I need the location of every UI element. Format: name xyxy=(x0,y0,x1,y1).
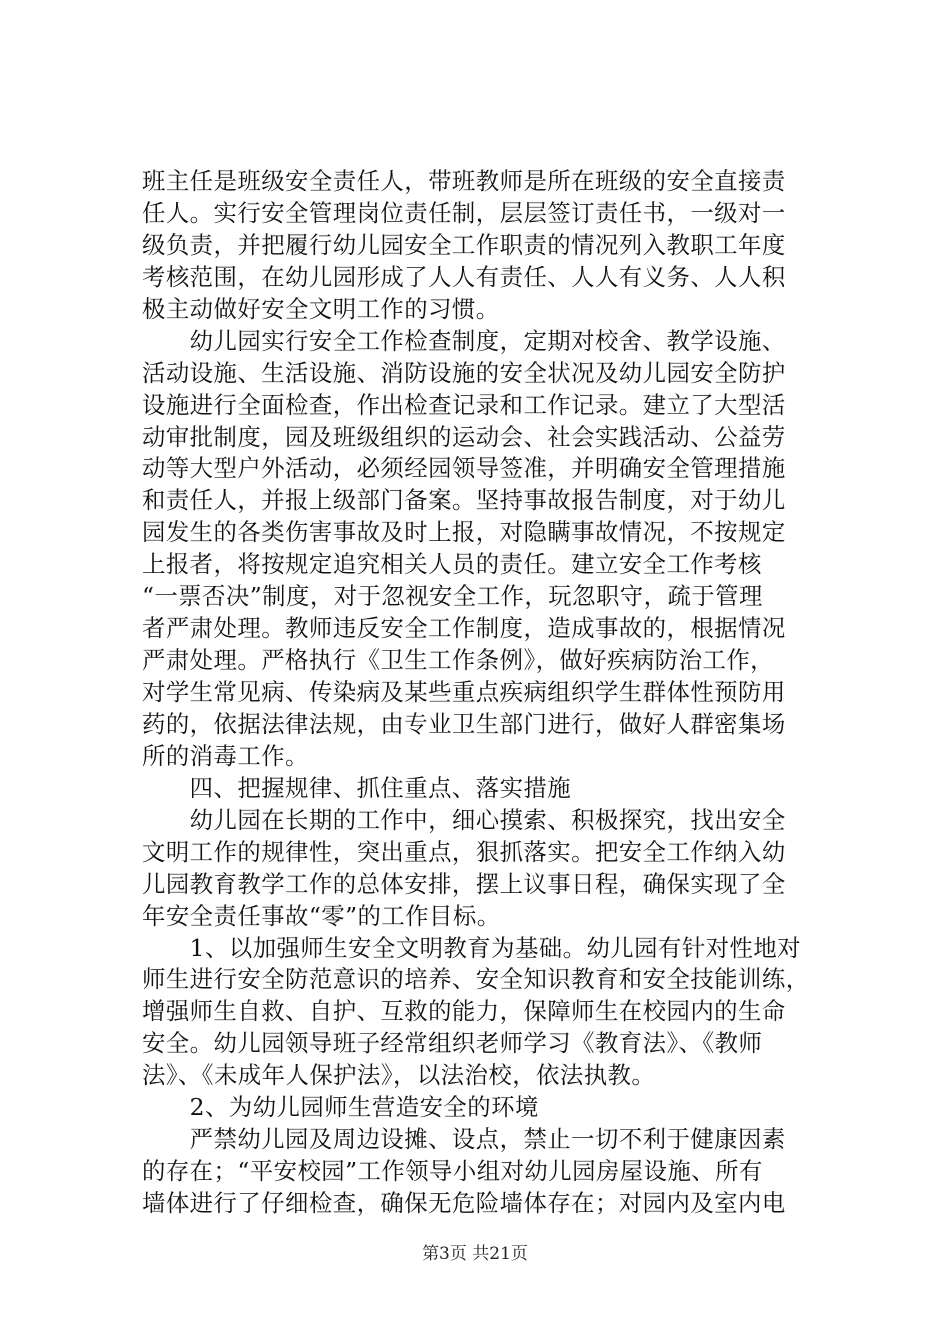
text-line: 的存在；“平安校园”工作领导小组对幼儿园房屋设施、所有 xyxy=(142,1157,763,1186)
text-line: 考核范围，在幼儿园形成了人人有责任、人人有义务、人人积 xyxy=(142,262,786,291)
text-line: 对学生常见病、传染病及某些重点疾病组织学生群体性预防用 xyxy=(142,678,786,706)
text-line: 墙体进行了仔细检查，确保无危险墙体存在；对园内及室内电 xyxy=(142,1189,786,1217)
text-line: 动等大型户外活动，必须经园领导签准，并明确安全管理措施 xyxy=(142,454,786,483)
text-line: 法》、《未成年人保护法》，以法治校，依法执教。 xyxy=(142,1061,656,1090)
text-line: 班主任是班级安全责任人，带班教师是所在班级的安全直接责 xyxy=(142,167,786,195)
text-line: 幼儿园实行安全工作检查制度，定期对校舍、教学设施、 xyxy=(142,326,786,355)
subsection-heading: 2、为幼儿园师生营造安全的环境 xyxy=(142,1093,539,1122)
section-heading: 四、把握规律、抓住重点、落实措施 xyxy=(142,773,572,802)
text-line: 文明工作的规律性，突出重点，狠抓落实。把安全工作纳入幼 xyxy=(142,837,786,866)
text-line: 严肃处理。严格执行《卫生工作条例》，做好疾病防治工作， xyxy=(142,646,774,675)
text-line: 级负责，并把履行幼儿园安全工作职责的情况列入教职工年度 xyxy=(142,230,786,259)
text-line: 安全。幼儿园领导班子经常组织老师学习《教育法》、《教师 xyxy=(142,1029,763,1058)
text-line: 儿园教育教学工作的总体安排，摆上议事日程，确保实现了全 xyxy=(142,869,786,898)
text-line: 幼儿园在长期的工作中，细心摸索、积极探究，找出安全 xyxy=(142,805,786,834)
text-line: 和责任人，并报上级部门备案。坚持事故报告制度，对于幼儿 xyxy=(142,486,786,515)
text-line: 师生进行安全防范意识的培养、安全知识教育和安全技能训练， xyxy=(142,965,810,994)
text-line: “一票否决”制度，对于忽视安全工作，玩忽职守，疏于管理 xyxy=(142,582,763,611)
text-line: 上报者，将按规定追究相关人员的责任。建立安全工作考核 xyxy=(142,550,762,579)
text-line: 设施进行全面检查，作出检查记录和工作记录。建立了大型活 xyxy=(142,390,786,419)
text-line: 园发生的各类伤害事故及时上报，对隐瞒事故情况，不按规定 xyxy=(142,518,786,547)
text-line: 动审批制度，园及班级组织的运动会、社会实践活动、公益劳 xyxy=(142,422,786,451)
text-line: 任人。实行安全管理岗位责任制，层层签订责任书，一级对一 xyxy=(142,198,786,227)
text-line: 增强师生自救、自护、互救的能力，保障师生在校园内的生命 xyxy=(142,997,786,1026)
text-line: 者严肃处理。教师违反安全工作制度，造成事故的，根据情况 xyxy=(142,614,786,643)
text-line: 药的，依据法律法规，由专业卫生部门进行，做好人群密集场 xyxy=(142,709,786,738)
text-line: 1、以加强师生安全文明教育为基础。幼儿园有针对性地对 xyxy=(142,933,802,962)
text-line: 严禁幼儿园及周边设摊、设点，禁止一切不利于健康因素 xyxy=(142,1125,786,1154)
text-line: 年安全责任事故“零”的工作目标。 xyxy=(142,901,501,930)
text-line: 活动设施、生活设施、消防设施的安全状况及幼儿园安全防护 xyxy=(142,358,786,387)
text-line: 极主动做好安全文明工作的习惯。 xyxy=(142,294,500,323)
text-line: 所的消毒工作。 xyxy=(142,741,309,770)
page-number-footer: 第3页 共21页 xyxy=(422,1244,528,1264)
body-text xyxy=(142,166,832,1220)
